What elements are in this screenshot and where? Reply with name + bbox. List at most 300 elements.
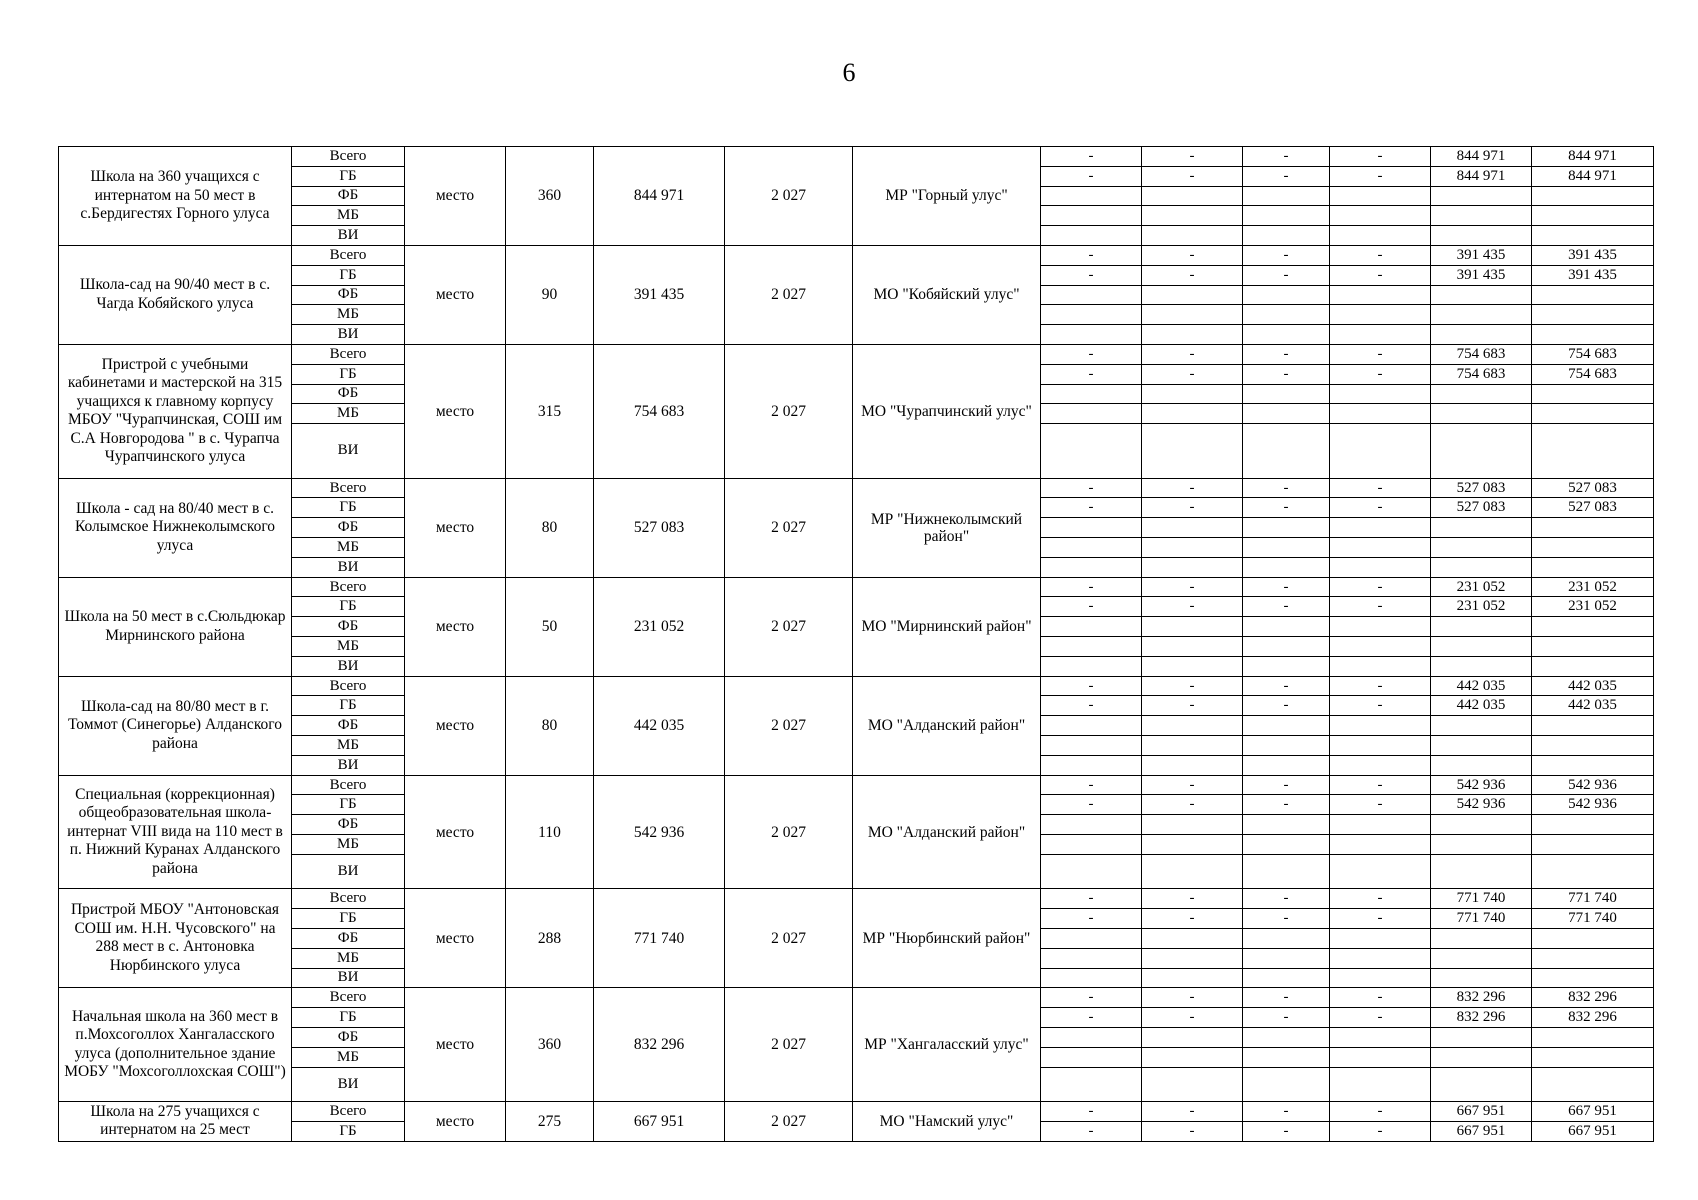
amount-cell: 754 683 xyxy=(1431,364,1532,384)
amount-cell xyxy=(1431,518,1532,538)
amount-cell xyxy=(1532,1027,1654,1047)
amount-cell: - xyxy=(1330,1121,1431,1141)
funding-source-cell: ГБ xyxy=(292,909,405,929)
amount-cell xyxy=(1041,637,1142,657)
amount-cell: - xyxy=(1142,795,1243,815)
object-name-cell: Школа на 275 учащихся с интернатом на 25 мест xyxy=(59,1102,292,1142)
amount-cell: - xyxy=(1330,775,1431,795)
amount-cell xyxy=(1041,617,1142,637)
table-row xyxy=(59,478,1654,498)
amount-cell xyxy=(1330,226,1431,246)
funding-source-cell: Всего xyxy=(292,245,405,265)
amount-cell xyxy=(1532,835,1654,855)
amount-cell xyxy=(1142,1027,1243,1047)
amount-cell xyxy=(1041,716,1142,736)
object-name-cell: Пристрой с учебными кабинетами и мастерской на 315 учащихся к главному корпусу МБОУ "Чурапчинская, СОШ им С.А Новгородова " в с. Чурапча Чурапчинского улуса xyxy=(59,344,292,478)
amount-cell xyxy=(1532,854,1654,889)
object-name-cell: Школа - сад на 80/40 мест в с. Колымское Нижнеколымского улуса xyxy=(59,478,292,577)
table-row xyxy=(59,988,1654,1008)
funding-source-cell: МБ xyxy=(292,835,405,855)
amount-cell: 231 052 xyxy=(1431,577,1532,597)
funding-source-cell: ВИ xyxy=(292,755,405,775)
funding-source-cell: ГБ xyxy=(292,1121,405,1141)
unit-cell: место xyxy=(405,344,506,478)
funding-source-cell: ВИ xyxy=(292,1067,405,1102)
amount-cell xyxy=(1532,656,1654,676)
amount-cell xyxy=(1041,656,1142,676)
amount-cell xyxy=(1431,968,1532,988)
amount-cell xyxy=(1041,325,1142,345)
amount-cell xyxy=(1330,206,1431,226)
amount-cell xyxy=(1142,226,1243,246)
amount-cell: - xyxy=(1041,478,1142,498)
amount-cell xyxy=(1532,424,1654,479)
year-cell: 2 027 xyxy=(725,344,853,478)
table-row xyxy=(59,577,1654,597)
amount-cell: 832 296 xyxy=(1431,988,1532,1008)
object-name-cell: Школа на 360 учащихся с интернатом на 50 мест в с.Бердигестях Горного улуса xyxy=(59,147,292,246)
amount-cell: - xyxy=(1041,577,1142,597)
amount-cell xyxy=(1431,557,1532,577)
amount-cell: - xyxy=(1142,775,1243,795)
amount-cell xyxy=(1243,404,1330,424)
funding-source-cell: ВИ xyxy=(292,557,405,577)
amount-cell: - xyxy=(1142,478,1243,498)
year-cell: 2 027 xyxy=(725,577,853,676)
amount-cell xyxy=(1330,285,1431,305)
municipality-cell: МО "Чурапчинский улус" xyxy=(853,344,1041,478)
amount-cell xyxy=(1142,424,1243,479)
amount-cell xyxy=(1142,518,1243,538)
amount-cell xyxy=(1431,404,1532,424)
funding-source-cell: ГБ xyxy=(292,696,405,716)
amount-cell xyxy=(1142,656,1243,676)
amount-cell xyxy=(1041,538,1142,558)
amount-cell xyxy=(1532,1067,1654,1102)
amount-cell xyxy=(1243,305,1330,325)
amount-cell xyxy=(1532,948,1654,968)
amount-cell xyxy=(1142,854,1243,889)
table-row xyxy=(59,775,1654,795)
amount-cell xyxy=(1330,186,1431,206)
amount-cell xyxy=(1243,538,1330,558)
amount-cell: - xyxy=(1041,344,1142,364)
amount-cell: 771 740 xyxy=(1532,889,1654,909)
table-row xyxy=(59,147,1654,167)
amount-cell: - xyxy=(1041,1121,1142,1141)
amount-cell: - xyxy=(1041,909,1142,929)
funding-source-cell: ФБ xyxy=(292,186,405,206)
amount-cell xyxy=(1532,557,1654,577)
amount-cell: - xyxy=(1243,988,1330,1008)
amount-cell xyxy=(1330,948,1431,968)
amount-cell xyxy=(1041,206,1142,226)
amount-cell: - xyxy=(1330,364,1431,384)
amount-cell: - xyxy=(1330,1008,1431,1028)
amount-cell xyxy=(1041,736,1142,756)
amount-cell xyxy=(1142,928,1243,948)
amount-cell xyxy=(1142,305,1243,325)
unit-cell: место xyxy=(405,147,506,246)
amount-cell xyxy=(1330,617,1431,637)
municipality-cell: МО "Намский улус" xyxy=(853,1102,1041,1142)
amount-cell xyxy=(1041,384,1142,404)
cost-cell: 844 971 xyxy=(594,147,725,246)
amount-cell xyxy=(1431,285,1532,305)
amount-cell: - xyxy=(1243,889,1330,909)
amount-cell: - xyxy=(1330,597,1431,617)
funding-source-cell: МБ xyxy=(292,1047,405,1067)
object-name-cell: Школа-сад на 80/80 мест в г. Томмот (Синегорье) Алданского района xyxy=(59,676,292,775)
funding-source-cell: МБ xyxy=(292,736,405,756)
table-row xyxy=(59,1102,1654,1122)
amount-cell: - xyxy=(1243,909,1330,929)
table-row xyxy=(59,676,1654,696)
amount-cell xyxy=(1243,948,1330,968)
amount-cell xyxy=(1532,518,1654,538)
amount-cell: 527 083 xyxy=(1431,478,1532,498)
amount-cell xyxy=(1330,755,1431,775)
amount-cell xyxy=(1330,854,1431,889)
amount-cell xyxy=(1431,538,1532,558)
capacity-cell: 80 xyxy=(506,676,594,775)
funding-source-cell: ГБ xyxy=(292,795,405,815)
amount-cell xyxy=(1532,186,1654,206)
amount-cell xyxy=(1330,384,1431,404)
capacity-cell: 50 xyxy=(506,577,594,676)
funding-source-cell: ВИ xyxy=(292,226,405,246)
amount-cell xyxy=(1142,1067,1243,1102)
amount-cell xyxy=(1041,424,1142,479)
amount-cell xyxy=(1243,716,1330,736)
amount-cell: - xyxy=(1142,1121,1243,1141)
amount-cell xyxy=(1330,1027,1431,1047)
amount-cell: - xyxy=(1243,498,1330,518)
amount-cell xyxy=(1243,424,1330,479)
amount-cell xyxy=(1330,325,1431,345)
amount-cell: - xyxy=(1041,245,1142,265)
amount-cell: - xyxy=(1041,795,1142,815)
amount-cell: 391 435 xyxy=(1431,245,1532,265)
amount-cell xyxy=(1532,206,1654,226)
amount-cell: 754 683 xyxy=(1532,344,1654,364)
amount-cell: 442 035 xyxy=(1431,696,1532,716)
amount-cell xyxy=(1142,206,1243,226)
amount-cell: 844 971 xyxy=(1532,166,1654,186)
amount-cell: - xyxy=(1041,597,1142,617)
table-row xyxy=(59,344,1654,364)
amount-cell: - xyxy=(1142,1008,1243,1028)
amount-cell xyxy=(1431,755,1532,775)
capacity-cell: 360 xyxy=(506,988,594,1102)
table-row xyxy=(59,889,1654,909)
amount-cell xyxy=(1330,557,1431,577)
capacity-cell: 360 xyxy=(506,147,594,246)
amount-cell: - xyxy=(1142,1102,1243,1122)
amount-cell xyxy=(1243,968,1330,988)
amount-cell: - xyxy=(1041,498,1142,518)
amount-cell xyxy=(1041,948,1142,968)
cost-cell: 391 435 xyxy=(594,245,725,344)
amount-cell: 391 435 xyxy=(1532,245,1654,265)
amount-cell: - xyxy=(1142,577,1243,597)
capacity-cell: 315 xyxy=(506,344,594,478)
amount-cell: - xyxy=(1142,498,1243,518)
cost-cell: 527 083 xyxy=(594,478,725,577)
amount-cell: 542 936 xyxy=(1431,795,1532,815)
amount-cell xyxy=(1243,755,1330,775)
year-cell: 2 027 xyxy=(725,478,853,577)
funding-source-cell: Всего xyxy=(292,577,405,597)
amount-cell: 542 936 xyxy=(1532,775,1654,795)
amount-cell xyxy=(1330,404,1431,424)
amount-cell: - xyxy=(1041,166,1142,186)
object-name-cell: Специальная (коррекционная) общеобразовательная школа-интернат VIII вида на 110 мест в п. Нижний Куранах Алданского района xyxy=(59,775,292,889)
cost-cell: 754 683 xyxy=(594,344,725,478)
amount-cell xyxy=(1532,1047,1654,1067)
amount-cell xyxy=(1532,384,1654,404)
amount-cell xyxy=(1142,968,1243,988)
amount-cell xyxy=(1041,755,1142,775)
amount-cell xyxy=(1330,518,1431,538)
funding-source-cell: МБ xyxy=(292,538,405,558)
amount-cell: - xyxy=(1243,147,1330,167)
unit-cell: место xyxy=(405,775,506,889)
amount-cell: - xyxy=(1330,478,1431,498)
cost-cell: 542 936 xyxy=(594,775,725,889)
amount-cell: 832 296 xyxy=(1532,988,1654,1008)
capacity-cell: 90 xyxy=(506,245,594,344)
amount-cell: 754 683 xyxy=(1532,364,1654,384)
amount-cell: - xyxy=(1330,265,1431,285)
municipality-cell: МО "Мирнинский район" xyxy=(853,577,1041,676)
year-cell: 2 027 xyxy=(725,1102,853,1142)
amount-cell xyxy=(1041,404,1142,424)
amount-cell: - xyxy=(1142,597,1243,617)
amount-cell: - xyxy=(1243,795,1330,815)
amount-cell: - xyxy=(1041,147,1142,167)
amount-cell xyxy=(1243,186,1330,206)
amount-cell: - xyxy=(1041,1102,1142,1122)
amount-cell xyxy=(1142,835,1243,855)
unit-cell: место xyxy=(405,577,506,676)
amount-cell xyxy=(1330,1067,1431,1102)
amount-cell xyxy=(1142,716,1243,736)
amount-cell xyxy=(1142,325,1243,345)
cost-cell: 832 296 xyxy=(594,988,725,1102)
amount-cell xyxy=(1431,206,1532,226)
capacity-cell: 80 xyxy=(506,478,594,577)
amount-cell: - xyxy=(1142,696,1243,716)
amount-cell: - xyxy=(1330,166,1431,186)
amount-cell: - xyxy=(1243,1008,1330,1028)
unit-cell: место xyxy=(405,478,506,577)
amount-cell: 527 083 xyxy=(1532,498,1654,518)
amount-cell: - xyxy=(1330,676,1431,696)
amount-cell xyxy=(1431,854,1532,889)
funding-source-cell: ГБ xyxy=(292,1008,405,1028)
amount-cell: - xyxy=(1243,597,1330,617)
funding-source-cell: МБ xyxy=(292,404,405,424)
year-cell: 2 027 xyxy=(725,245,853,344)
amount-cell: - xyxy=(1330,1102,1431,1122)
amount-cell xyxy=(1431,1067,1532,1102)
amount-cell: - xyxy=(1243,364,1330,384)
amount-cell: - xyxy=(1142,676,1243,696)
amount-cell xyxy=(1532,637,1654,657)
amount-cell xyxy=(1243,557,1330,577)
amount-cell xyxy=(1142,637,1243,657)
capacity-cell: 275 xyxy=(506,1102,594,1142)
object-name-cell: Школа на 50 мест в с.Сюльдюкар Мирнинского района xyxy=(59,577,292,676)
amount-cell: - xyxy=(1243,245,1330,265)
municipality-cell: МР "Нюрбинский район" xyxy=(853,889,1041,988)
funding-source-cell: ФБ xyxy=(292,928,405,948)
amount-cell xyxy=(1243,736,1330,756)
amount-cell xyxy=(1142,538,1243,558)
amount-cell: 667 951 xyxy=(1532,1121,1654,1141)
funding-source-cell: ФБ xyxy=(292,716,405,736)
amount-cell: 231 052 xyxy=(1532,577,1654,597)
amount-cell: 844 971 xyxy=(1431,147,1532,167)
amount-cell xyxy=(1532,305,1654,325)
municipality-cell: МО "Кобяйский улус" xyxy=(853,245,1041,344)
amount-cell xyxy=(1330,815,1431,835)
amount-cell xyxy=(1142,384,1243,404)
cost-cell: 442 035 xyxy=(594,676,725,775)
amount-cell: - xyxy=(1330,147,1431,167)
funding-source-cell: ГБ xyxy=(292,364,405,384)
amount-cell xyxy=(1431,928,1532,948)
funding-source-cell: Всего xyxy=(292,775,405,795)
amount-cell xyxy=(1142,404,1243,424)
amount-cell xyxy=(1243,206,1330,226)
amount-cell: - xyxy=(1041,889,1142,909)
amount-cell: - xyxy=(1243,265,1330,285)
cost-cell: 231 052 xyxy=(594,577,725,676)
amount-cell xyxy=(1532,736,1654,756)
year-cell: 2 027 xyxy=(725,775,853,889)
capacity-cell: 110 xyxy=(506,775,594,889)
amount-cell: 231 052 xyxy=(1532,597,1654,617)
amount-cell: - xyxy=(1142,147,1243,167)
amount-cell: - xyxy=(1330,795,1431,815)
amount-cell xyxy=(1532,226,1654,246)
amount-cell xyxy=(1142,948,1243,968)
amount-cell xyxy=(1041,815,1142,835)
amount-cell: 391 435 xyxy=(1431,265,1532,285)
amount-cell xyxy=(1142,285,1243,305)
amount-cell: - xyxy=(1041,696,1142,716)
amount-cell xyxy=(1243,384,1330,404)
amount-cell xyxy=(1330,835,1431,855)
amount-cell: - xyxy=(1330,988,1431,1008)
amount-cell: 771 740 xyxy=(1532,909,1654,929)
amount-cell xyxy=(1431,948,1532,968)
amount-cell: - xyxy=(1330,909,1431,929)
amount-cell xyxy=(1041,968,1142,988)
cost-cell: 771 740 xyxy=(594,889,725,988)
amount-cell: 667 951 xyxy=(1532,1102,1654,1122)
year-cell: 2 027 xyxy=(725,676,853,775)
funding-source-cell: МБ xyxy=(292,948,405,968)
year-cell: 2 027 xyxy=(725,147,853,246)
object-name-cell: Пристрой МБОУ "Антоновская СОШ им. Н.Н. Чусовского" на 288 мест в с. Антоновка Нюрбинского улуса xyxy=(59,889,292,988)
amount-cell: - xyxy=(1041,364,1142,384)
funding-source-cell: МБ xyxy=(292,206,405,226)
year-cell: 2 027 xyxy=(725,889,853,988)
amount-cell xyxy=(1142,755,1243,775)
amount-cell: - xyxy=(1243,1102,1330,1122)
amount-cell: - xyxy=(1243,1121,1330,1141)
amount-cell: - xyxy=(1142,988,1243,1008)
funding-source-cell: Всего xyxy=(292,147,405,167)
amount-cell: - xyxy=(1243,344,1330,364)
funding-source-cell: ГБ xyxy=(292,498,405,518)
amount-cell xyxy=(1330,656,1431,676)
amount-cell xyxy=(1532,928,1654,948)
amount-cell: - xyxy=(1142,364,1243,384)
amount-cell: 754 683 xyxy=(1431,344,1532,364)
funding-source-cell: МБ xyxy=(292,637,405,657)
amount-cell xyxy=(1243,518,1330,538)
amount-cell xyxy=(1041,835,1142,855)
amount-cell: - xyxy=(1330,498,1431,518)
municipality-cell: МО "Алданский район" xyxy=(853,676,1041,775)
funding-source-cell: ВИ xyxy=(292,656,405,676)
municipality-cell: МО "Алданский район" xyxy=(853,775,1041,889)
amount-cell xyxy=(1041,928,1142,948)
amount-cell xyxy=(1330,968,1431,988)
amount-cell: - xyxy=(1041,988,1142,1008)
unit-cell: место xyxy=(405,676,506,775)
amount-cell: 442 035 xyxy=(1532,696,1654,716)
amount-cell xyxy=(1243,835,1330,855)
amount-cell xyxy=(1330,424,1431,479)
amount-cell: - xyxy=(1243,775,1330,795)
amount-cell: - xyxy=(1142,265,1243,285)
amount-cell xyxy=(1142,617,1243,637)
amount-cell: 771 740 xyxy=(1431,909,1532,929)
amount-cell xyxy=(1532,815,1654,835)
amount-cell: - xyxy=(1243,166,1330,186)
amount-cell xyxy=(1330,736,1431,756)
amount-cell xyxy=(1142,186,1243,206)
amount-cell xyxy=(1431,736,1532,756)
amount-cell: - xyxy=(1243,478,1330,498)
investment-table xyxy=(58,146,1654,1142)
amount-cell xyxy=(1041,285,1142,305)
funding-source-cell: Всего xyxy=(292,344,405,364)
municipality-cell: МР "Хангаласский улус" xyxy=(853,988,1041,1102)
amount-cell xyxy=(1243,928,1330,948)
amount-cell: 667 951 xyxy=(1431,1102,1532,1122)
amount-cell xyxy=(1330,716,1431,736)
amount-cell xyxy=(1431,186,1532,206)
amount-cell: - xyxy=(1041,1008,1142,1028)
amount-cell xyxy=(1330,538,1431,558)
amount-cell: - xyxy=(1142,909,1243,929)
unit-cell: место xyxy=(405,245,506,344)
amount-cell: - xyxy=(1142,889,1243,909)
amount-cell: 442 035 xyxy=(1431,676,1532,696)
amount-cell xyxy=(1142,557,1243,577)
amount-cell xyxy=(1532,968,1654,988)
municipality-cell: МР "Нижнеколымский район" xyxy=(853,478,1041,577)
funding-source-cell: Всего xyxy=(292,889,405,909)
cost-cell: 667 951 xyxy=(594,1102,725,1142)
amount-cell: - xyxy=(1243,696,1330,716)
